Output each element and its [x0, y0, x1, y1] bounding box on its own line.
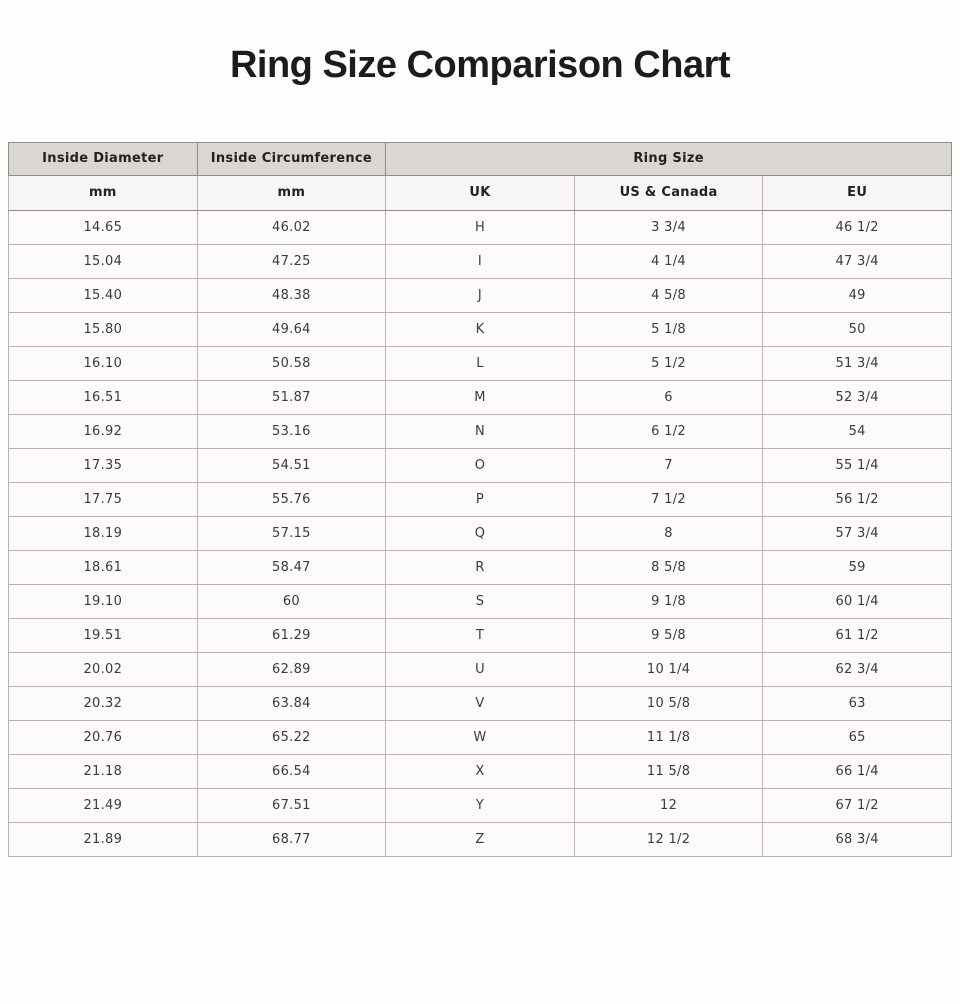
table-cell: 58.47: [197, 550, 386, 584]
table-cell: 67.51: [197, 788, 386, 822]
table-cell: 17.75: [9, 482, 198, 516]
table-row: [9, 448, 952, 482]
table-cell: 21.49: [9, 788, 198, 822]
table-cell: 63.84: [197, 686, 386, 720]
table-cell: V: [386, 686, 575, 720]
header-diameter-mm: mm: [9, 175, 198, 210]
header-eu: EU: [763, 175, 952, 210]
table-cell: 5 1/8: [574, 312, 763, 346]
table-cell: 18.19: [9, 516, 198, 550]
table-cell: L: [386, 346, 575, 380]
table-cell: 51 3/4: [763, 346, 952, 380]
table-cell: O: [386, 448, 575, 482]
table-cell: P: [386, 482, 575, 516]
table-row: [9, 788, 952, 822]
table-cell: 62.89: [197, 652, 386, 686]
table-cell: 49: [763, 278, 952, 312]
header-group-row: [9, 142, 952, 175]
table-cell: Q: [386, 516, 575, 550]
table-cell: 47 3/4: [763, 244, 952, 278]
table-cell: 21.18: [9, 754, 198, 788]
table-cell: 52 3/4: [763, 380, 952, 414]
table-cell: 16.92: [9, 414, 198, 448]
table-cell: 54.51: [197, 448, 386, 482]
table-cell: 19.51: [9, 618, 198, 652]
table-cell: 9 5/8: [574, 618, 763, 652]
table-cell: 11 5/8: [574, 754, 763, 788]
table-cell: 63: [763, 686, 952, 720]
table-cell: 11 1/8: [574, 720, 763, 754]
table-row: [9, 550, 952, 584]
table-cell: 15.40: [9, 278, 198, 312]
table-cell: 67 1/2: [763, 788, 952, 822]
table-cell: 14.65: [9, 210, 198, 244]
table-row: [9, 244, 952, 278]
table-cell: 15.04: [9, 244, 198, 278]
header-inside-diameter: Inside Diameter: [9, 142, 198, 175]
header-circumference-mm: mm: [197, 175, 386, 210]
table-cell: 20.02: [9, 652, 198, 686]
table-cell: 60 1/4: [763, 584, 952, 618]
table-cell: 12 1/2: [574, 822, 763, 856]
table-cell: S: [386, 584, 575, 618]
table-cell: 68.77: [197, 822, 386, 856]
table-cell: 53.16: [197, 414, 386, 448]
table-row: [9, 516, 952, 550]
table-cell: 59: [763, 550, 952, 584]
table-row: [9, 278, 952, 312]
table-cell: 65.22: [197, 720, 386, 754]
table-cell: 20.76: [9, 720, 198, 754]
table-cell: 68 3/4: [763, 822, 952, 856]
table-cell: 55.76: [197, 482, 386, 516]
page-title: Ring Size Comparison Chart: [229, 44, 731, 86]
table-cell: H: [386, 210, 575, 244]
table-cell: 60: [197, 584, 386, 618]
table-cell: 7 1/2: [574, 482, 763, 516]
table-cell: 3 3/4: [574, 210, 763, 244]
table-cell: Z: [386, 822, 575, 856]
table-cell: X: [386, 754, 575, 788]
table-cell: 17.35: [9, 448, 198, 482]
table-cell: 16.10: [9, 346, 198, 380]
table-cell: W: [386, 720, 575, 754]
table-cell: 57 3/4: [763, 516, 952, 550]
table-cell: I: [386, 244, 575, 278]
table-cell: 61 1/2: [763, 618, 952, 652]
table-row: [9, 380, 952, 414]
table-cell: 5 1/2: [574, 346, 763, 380]
table-cell: 6: [574, 380, 763, 414]
table-row: [9, 346, 952, 380]
table-cell: T: [386, 618, 575, 652]
table-row: [9, 482, 952, 516]
table-cell: 8 5/8: [574, 550, 763, 584]
table-row: [9, 686, 952, 720]
table-cell: 18.61: [9, 550, 198, 584]
table-row: [9, 652, 952, 686]
table-cell: 7: [574, 448, 763, 482]
table-cell: 16.51: [9, 380, 198, 414]
table-cell: 8: [574, 516, 763, 550]
table-row: [9, 414, 952, 448]
table-cell: 57.15: [197, 516, 386, 550]
table-cell: 19.10: [9, 584, 198, 618]
table-cell: 9 1/8: [574, 584, 763, 618]
table-cell: 51.87: [197, 380, 386, 414]
table-cell: 54: [763, 414, 952, 448]
header-inside-circumference: Inside Circumference: [197, 142, 386, 175]
table-cell: M: [386, 380, 575, 414]
header-uk: UK: [386, 175, 575, 210]
table-cell: 49.64: [197, 312, 386, 346]
table-cell: 20.32: [9, 686, 198, 720]
table-cell: 50: [763, 312, 952, 346]
table-cell: 48.38: [197, 278, 386, 312]
table-body: [9, 210, 952, 856]
table-cell: 46.02: [197, 210, 386, 244]
table-cell: 62 3/4: [763, 652, 952, 686]
table-cell: 12: [574, 788, 763, 822]
table-cell: 21.89: [9, 822, 198, 856]
table-cell: K: [386, 312, 575, 346]
table-cell: 4 1/4: [574, 244, 763, 278]
table-cell: 46 1/2: [763, 210, 952, 244]
table-cell: 50.58: [197, 346, 386, 380]
table-row: [9, 822, 952, 856]
header-ring-size: Ring Size: [386, 142, 952, 175]
table-cell: 10 5/8: [574, 686, 763, 720]
table-cell: 56 1/2: [763, 482, 952, 516]
table-cell: 66.54: [197, 754, 386, 788]
table-cell: R: [386, 550, 575, 584]
table-cell: 10 1/4: [574, 652, 763, 686]
table-cell: 6 1/2: [574, 414, 763, 448]
table-cell: U: [386, 652, 575, 686]
table-cell: Y: [386, 788, 575, 822]
table-row: [9, 584, 952, 618]
table-cell: 47.25: [197, 244, 386, 278]
table-cell: 66 1/4: [763, 754, 952, 788]
table-row: [9, 210, 952, 244]
table-row: [9, 312, 952, 346]
table-cell: 65: [763, 720, 952, 754]
table-row: [9, 754, 952, 788]
table-cell: 55 1/4: [763, 448, 952, 482]
header-units-row: [9, 175, 952, 210]
table-row: [9, 618, 952, 652]
table-cell: 61.29: [197, 618, 386, 652]
ring-size-table: [8, 142, 952, 857]
table-cell: N: [386, 414, 575, 448]
table-cell: 4 5/8: [574, 278, 763, 312]
header-us-canada: US & Canada: [574, 175, 763, 210]
table-cell: J: [386, 278, 575, 312]
table-row: [9, 720, 952, 754]
table-cell: 15.80: [9, 312, 198, 346]
